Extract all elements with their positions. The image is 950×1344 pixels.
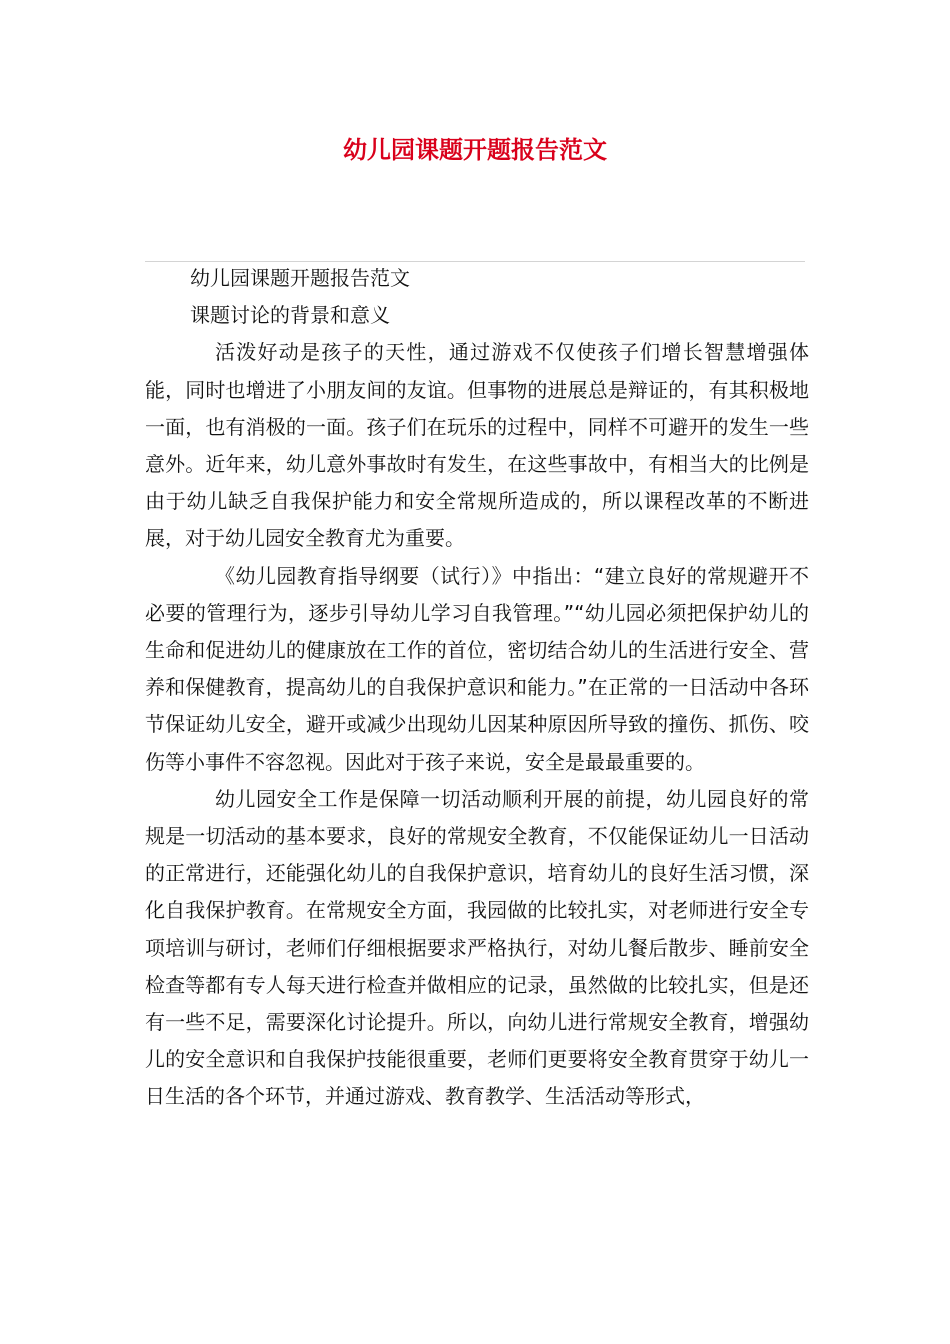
document-subtitle: 幼儿园课题开题报告范文 — [190, 266, 410, 290]
paragraph-safety-work: 幼儿园安全工作是保障一切活动顺利开展的前提，幼儿园良好的常规是一切活动的基本要求，良好的常规安全教育，不仅能保证幼儿一日活动的正常进行，还能强化幼儿的自我保护意识，培育幼儿的良好生活习惯，深化自我保护教育。在常规安全方面，我园做的比较扎实，对老师进行安全专项培训与研讨，老师们仔细根据要求严格执行，对幼儿餐后散步、睡前安全检查等都有专人每天进行检查并做相应的记录，虽然做的比较扎实，但是还有一些不足，需要深化讨论提升。所以，向幼儿进行常规安全教育，增强幼儿的安全意识和自我保护技能很重要，老师们更要将安全教育贯穿于幼儿一日生活的各个环节，并通过游戏、教育教学、生活活动等形式， — [145, 786, 809, 1109]
paragraph-guideline: 《幼儿园教育指导纲要（试行）》中指出：“建立良好的常规避开不必要的管理行为，逐步引导幼儿学习自我管理。”“幼儿园必须把保护幼儿的生命和促进幼儿的健康放在工作的首位，密切结合幼儿的生活进行安全、营养和保健教育，提高幼儿的自我保护意识和能力。”在正常的一日活动中各环节保证幼儿安全，避开或减少出现幼儿因某种原因所导致的撞伤、抓伤、咬伤等小事件不容忽视。因此对于孩子来说，安全是最最重要的。 — [145, 563, 809, 774]
section-heading: 课题讨论的背景和意义 — [190, 303, 390, 328]
paragraph-background: 活泼好动是孩子的天性，通过游戏不仅使孩子们增长智慧增强体能，同时也增进了小朋友间的友谊。但事物的进展总是辩证的，有其积极地一面，也有消极的一面。孩子们在玩乐的过程中，同样不可避开的发生一些意外。近年来，幼儿意外事故时有发生，在这些事故中，有相当大的比例是由于幼儿缺乏自我保护能力和安全常规所造成的，所以课程改革的不断进展，对于幼儿园安全教育尤为重要。 — [145, 340, 809, 551]
page-title: 幼儿园课题开题报告范文 — [343, 136, 607, 164]
document-body — [145, 260, 809, 1116]
